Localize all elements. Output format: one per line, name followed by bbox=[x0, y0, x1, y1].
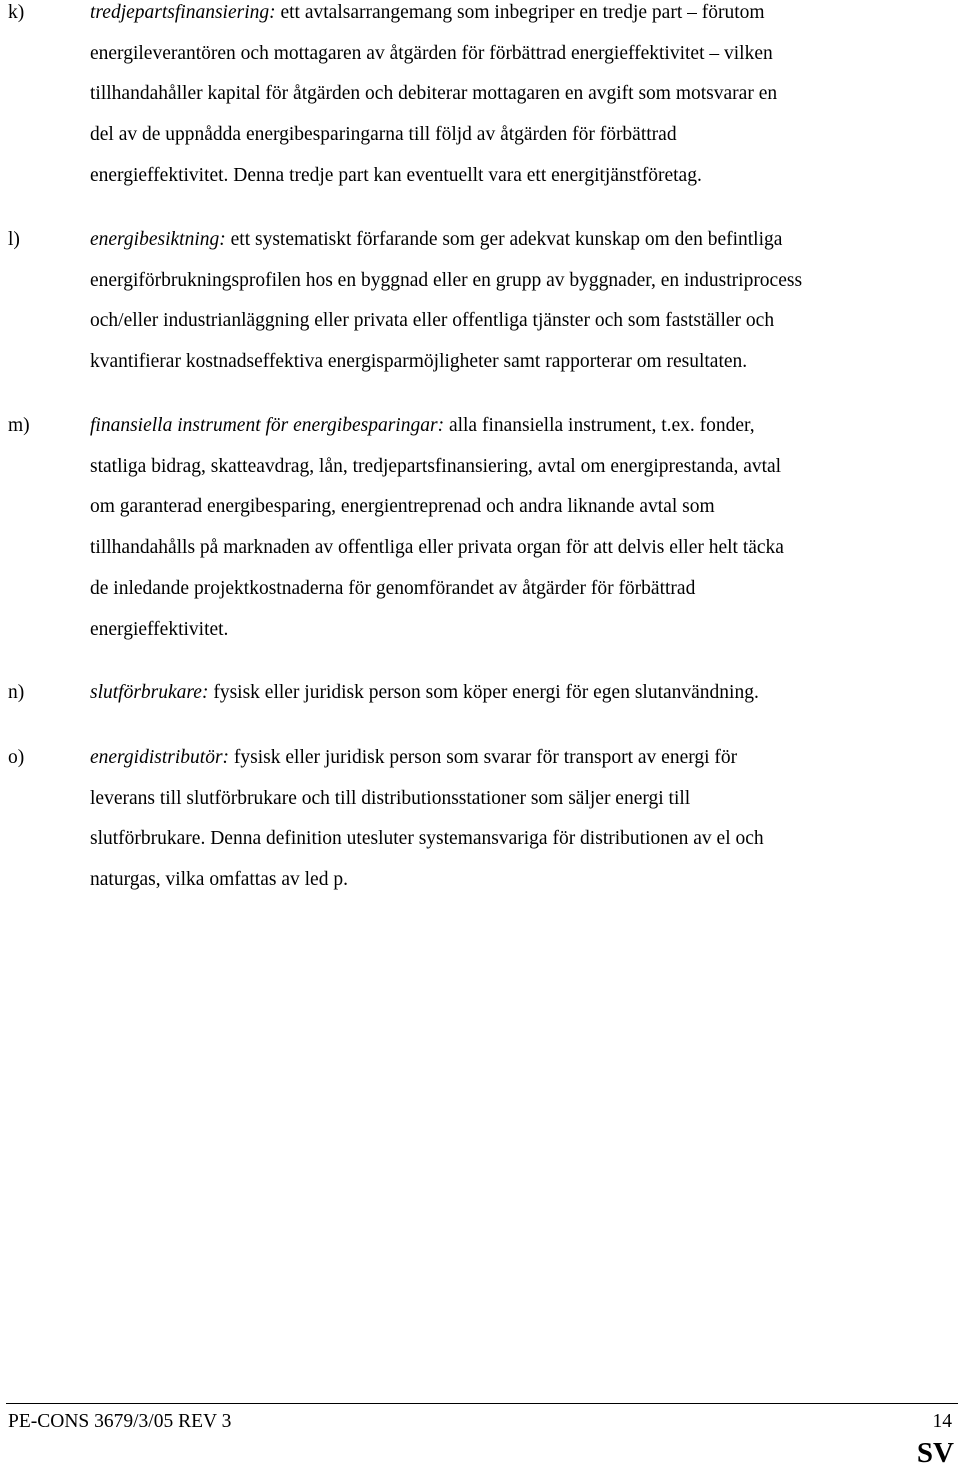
definition-line: energieffektivitet. Denna tredje part kan eventuellt vara ett energitjänstföretag. bbox=[90, 164, 702, 186]
definition-line: energiförbrukningsprofilen hos en byggnad eller en grupp av byggnader, en industriprocess bbox=[90, 269, 803, 291]
page-number: 14 bbox=[932, 1411, 952, 1432]
definition-line: energidistributör: fysisk eller juridisk person som svarar för transport av energi för bbox=[90, 747, 738, 768]
footer-divider bbox=[6, 1403, 958, 1404]
definition-line: energileverantören och mottagaren av åtgärden för förbättrad energieffektivitet – vilken bbox=[90, 42, 773, 64]
definition-line: slutförbrukare. Denna definition utesluter systemansvariga för distributionen av el och bbox=[90, 828, 764, 850]
definition-line: finansiella instrument för energibesparingar: alla finansiella instrument, t.ex. fonder, bbox=[90, 415, 755, 436]
definition-marker: k) bbox=[8, 2, 25, 23]
definition-line: del av de uppnådda energibesparingarna till följd av åtgärden för förbättrad bbox=[90, 124, 677, 146]
definition-line: tillhandahålls på marknaden av offentliga eller privata organ för att delvis eller helt täcka bbox=[90, 537, 784, 559]
definition-line: statliga bidrag, skatteavdrag, lån, tredjepartsfinansiering, avtal om energiprestanda, avtal bbox=[90, 455, 782, 477]
document-reference: PE-CONS 3679/3/05 REV 3 bbox=[8, 1411, 232, 1432]
definition-line: och/eller industrianläggning eller privata eller offentliga tjänster och som fastställer och bbox=[90, 310, 775, 332]
language-code: SV bbox=[916, 1437, 954, 1469]
definition-line: naturgas, vilka omfattas av led p. bbox=[90, 869, 348, 891]
definition-line: tredjepartsfinansiering: ett avtalsarrangemang som inbegriper en tredje part – förutom bbox=[90, 2, 765, 23]
definition-term: tredjepartsfinansiering: bbox=[90, 2, 276, 23]
definition-text bbox=[90, 220, 956, 383]
definition-text bbox=[90, 0, 956, 197]
definition-line: leverans till slutförbrukare och till distributionsstationer som säljer energi till bbox=[90, 787, 691, 809]
definition-line: tillhandahåller kapital för åtgärden och debiterar mottagaren en avgift som motsvarar en bbox=[90, 83, 778, 105]
definition-marker: o) bbox=[8, 747, 25, 768]
definition-marker: n) bbox=[8, 682, 25, 703]
definition-line: de inledande projektkostnaderna för genomförandet av åtgärder för förbättrad bbox=[90, 577, 696, 599]
definition-term: energibesiktning: bbox=[90, 229, 226, 250]
definition-term: energidistributör: bbox=[90, 747, 230, 768]
definition-text bbox=[90, 673, 956, 714]
definition-line: energieffektivitet. bbox=[90, 618, 229, 640]
definition-line: kvantifierar kostnadseffektiva energisparmöjligheter samt rapporterar om resultaten. bbox=[90, 351, 748, 373]
definition-term: slutförbrukare: bbox=[90, 682, 209, 703]
definition-line: om garanterad energibesparing, energientreprenad och andra liknande avtal som bbox=[90, 496, 715, 518]
definition-line: slutförbrukare: fysisk eller juridisk person som köper energi för egen slutanvändning. bbox=[90, 682, 759, 703]
definition-text bbox=[90, 406, 956, 650]
definition-text bbox=[90, 738, 956, 901]
definition-marker: l) bbox=[8, 229, 20, 250]
definition-term: finansiella instrument för energibesparingar: bbox=[90, 415, 445, 436]
definition-line: energibesiktning: ett systematiskt förfarande som ger adekvat kunskap om den befintliga bbox=[90, 229, 783, 250]
definition-marker: m) bbox=[8, 415, 30, 436]
